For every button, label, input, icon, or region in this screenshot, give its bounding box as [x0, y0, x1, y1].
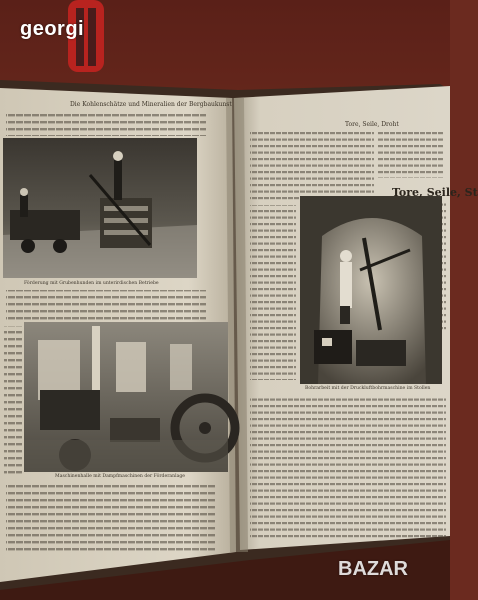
- figure-engine-hall: [24, 322, 235, 472]
- right-text-side-left: [250, 205, 296, 380]
- right-page-header: Tore, Seile, Droht: [345, 121, 399, 128]
- left-text-bottom: [6, 482, 216, 552]
- right-section-heading: Tore, Seile, St: [392, 186, 478, 199]
- caption-figure-2: Maschinenhalle mit Dampfmaschinen der Förderanlage: [55, 474, 185, 479]
- watermark-site-logo: BAZAR: [338, 558, 408, 580]
- right-text-bottom: [250, 395, 446, 540]
- caption-figure-3: Bohrarbeit mit der Druckluftbohrmaschine im Stollen: [305, 386, 431, 391]
- left-text-middle: [6, 290, 206, 324]
- left-text-side: [4, 326, 22, 476]
- figure-mine-cart: [3, 138, 197, 278]
- left-text-top: [6, 110, 206, 136]
- right-text-topright: [378, 130, 444, 178]
- right-text-top: [250, 128, 374, 200]
- watermark-username: georgi: [20, 18, 85, 40]
- caption-figure-1: Förderung mit Grubenhunden im unterirdischen Betriebe: [24, 281, 159, 286]
- left-page-header: Die Kohlenschätze und Mineralien der Bergbaukunst: [70, 101, 232, 108]
- figure-tunnel-drill: [300, 196, 442, 384]
